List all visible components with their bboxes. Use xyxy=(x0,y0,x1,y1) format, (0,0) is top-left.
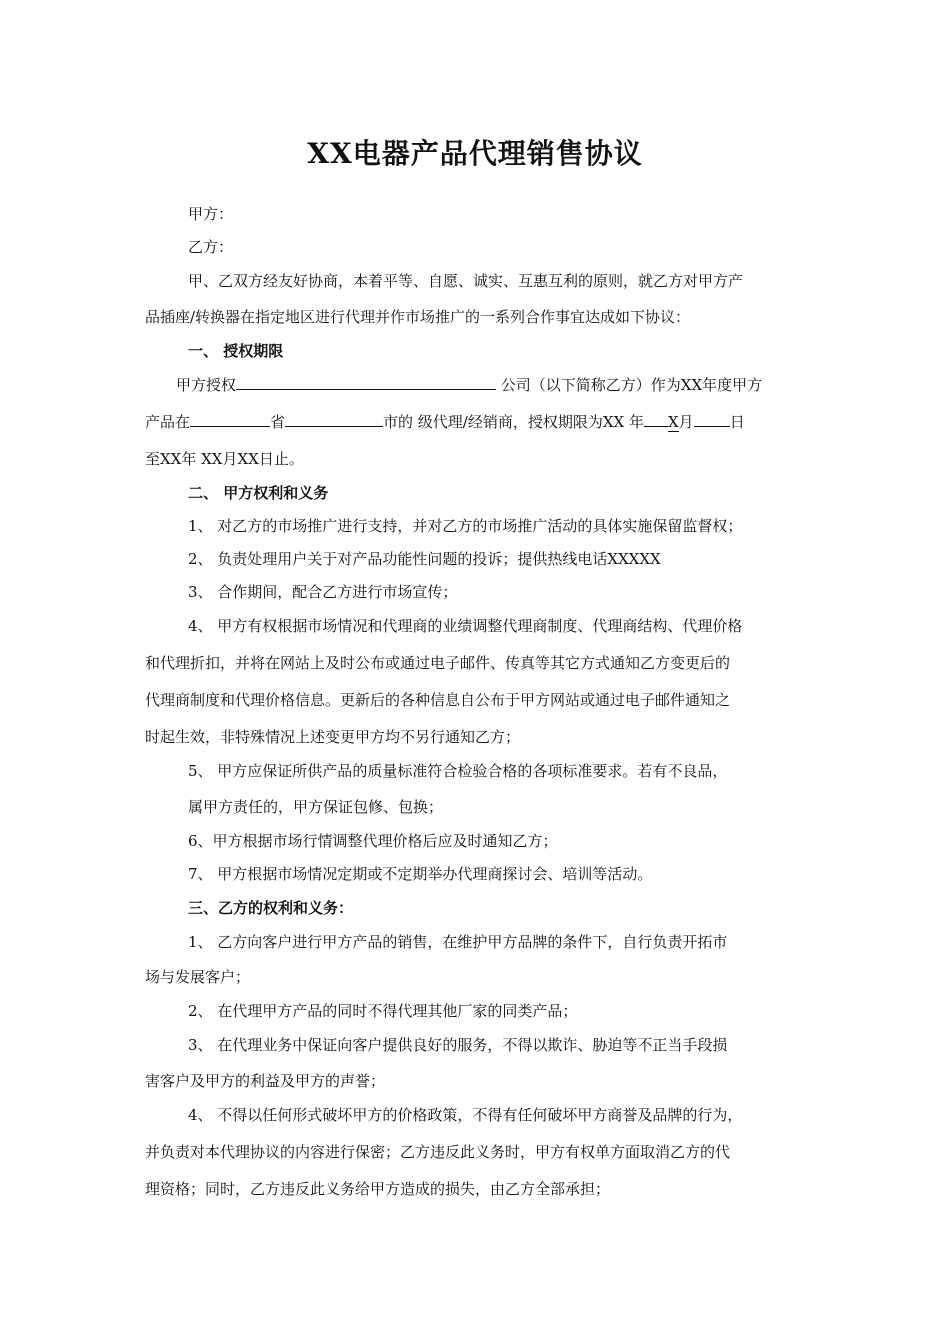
party-b-label: 乙方： xyxy=(188,238,234,256)
s3-line: 害客户及甲方的利益及甲方的声誉； xyxy=(145,1072,386,1090)
month-start-blank xyxy=(644,412,668,427)
s2-line: 5、 甲方应保证所供产品的质量标准符合检验合格的各项标准要求。若有不良品， xyxy=(188,762,728,780)
intro-line-1: 甲、乙双方经友好协商，本着平等、自愿、诚实、互惠互利的原则，就乙方对甲方产 xyxy=(188,272,744,290)
s1-l1-text-a: 甲方授权 xyxy=(176,376,237,394)
s2-line: 和代理折扣，并将在网站上及时公布或通过电子邮件、传真等其它方式通知乙方变更后的 xyxy=(145,654,731,672)
s3-line: 2、 在代理甲方产品的同时不得代理其他厂家的同类产品； xyxy=(188,1002,578,1020)
s1-l2-text-b: 省 xyxy=(270,413,286,431)
s1-line-3: 至XX年 XX月XX日止。 xyxy=(145,450,304,468)
party-a-label: 甲方： xyxy=(188,205,234,223)
intro-line-2: 品插座/转换器在指定地区进行代理并作市场推广的一系列合作事宜达成如下协议： xyxy=(145,308,691,326)
s2-line: 属甲方责任的，甲方保证包修、包换； xyxy=(188,798,444,816)
s1-l1-text-b: 公司（以下简称乙方）作为XX年度甲方 xyxy=(496,376,763,394)
s3-line: 并负责对本代理协议的内容进行保密；乙方违反此义务时，甲方有权单方面取消乙方的代 xyxy=(145,1143,731,1161)
s3-line: 3、 在代理业务中保证向客户提供良好的服务，不得以欺诈、胁迫等不正当手段损 xyxy=(188,1036,728,1054)
company-blank xyxy=(236,375,496,390)
day-blank xyxy=(694,412,730,427)
s2-line: 2、 负责处理用户关于对产品功能性问题的投诉；提供热线电话XXXXX xyxy=(188,550,661,568)
s2-line: 4、 甲方有权根据市场情况和代理商的业绩调整代理商制度、代理商结构、代理价格 xyxy=(188,617,743,635)
section-3-heading: 三、乙方的权利和义务： xyxy=(188,899,354,917)
document-title: XX电器产品代理销售协议 xyxy=(307,137,643,170)
s1-l2-text-f: 日 xyxy=(729,413,745,431)
city-blank xyxy=(285,412,383,427)
s1-l2-text-c: 市的 级代理/经销商，授权期限为XX 年 xyxy=(383,413,644,431)
month-value: X xyxy=(667,413,679,431)
s2-line: 时起生效，非特殊情况上述变更甲方均不另行通知乙方； xyxy=(145,728,521,746)
s1-line-1 xyxy=(176,375,762,395)
s3-line: 理资格；同时，乙方违反此义务给甲方造成的损失，由乙方全部承担； xyxy=(145,1180,611,1198)
s1-l2-text-a: 产品在 xyxy=(145,413,191,431)
s1-line-2 xyxy=(145,412,745,432)
s3-line: 4、 不得以任何形式破坏甲方的价格政策，不得有任何破坏甲方商誉及品牌的行为， xyxy=(188,1106,743,1124)
section-1-heading: 一、 授权期限 xyxy=(188,342,284,360)
s2-line: 1、 对乙方的市场推广进行支持，并对乙方的市场推广活动的具体实施保留监督权； xyxy=(188,517,743,535)
section-2-heading: 二、 甲方权利和义务 xyxy=(188,484,329,502)
s2-line: 3、 合作期间，配合乙方进行市场宣传； xyxy=(188,583,458,601)
s2-line: 7、 甲方根据市场情况定期或不定期举办代理商探讨会、培训等活动。 xyxy=(188,865,653,883)
s2-line: 代理商制度和代理价格信息。更新后的各种信息自公布于甲方网站或通过电子邮件通知之 xyxy=(145,691,731,709)
s2-line: 6、甲方根据市场行情调整代理价格后应及时通知乙方； xyxy=(188,832,558,850)
s1-l2-text-e: 月 xyxy=(678,413,694,431)
s3-line: 1、 乙方向客户进行甲方产品的销售，在维护甲方品牌的条件下，自行负责开拓市 xyxy=(188,933,728,951)
province-blank xyxy=(190,412,270,427)
s3-line: 场与发展客户； xyxy=(145,968,251,986)
